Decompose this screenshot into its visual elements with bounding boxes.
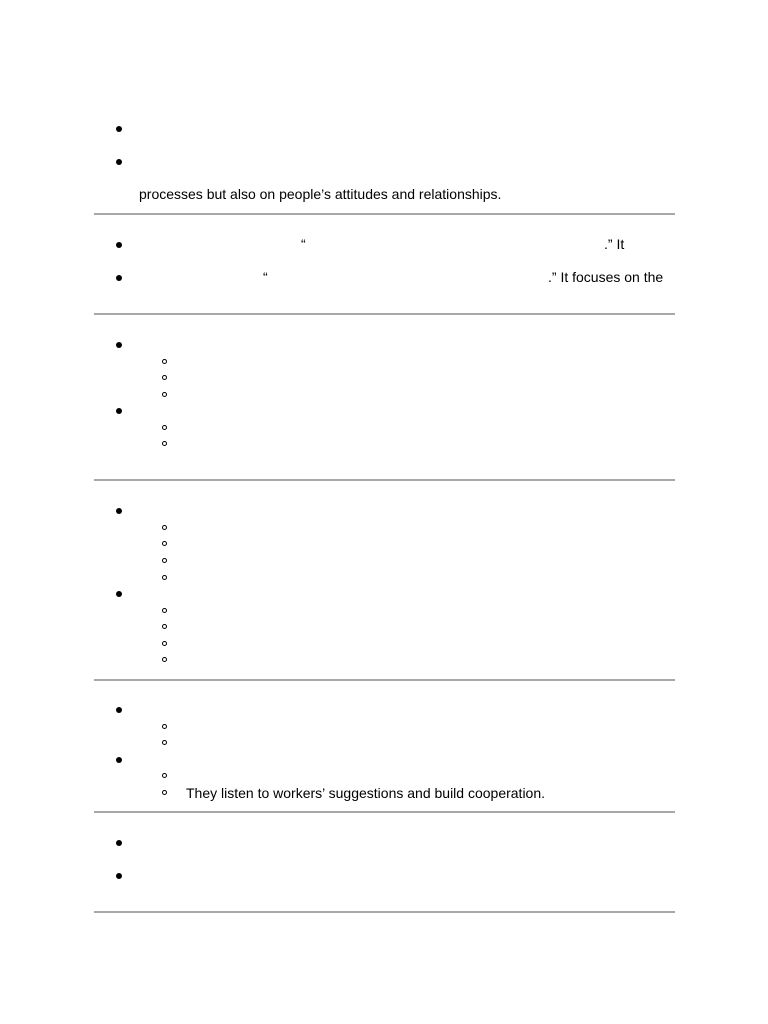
- open-quote: “: [301, 236, 306, 252]
- section-divider: [94, 479, 675, 481]
- section-divider: [94, 313, 675, 315]
- sublist-bullet: [162, 392, 167, 397]
- list-bullet: [116, 840, 122, 846]
- list-item-continuation: processes but also on people’s attitudes and relationships.: [139, 186, 502, 202]
- list-bullet: [116, 707, 122, 713]
- section-divider: [94, 679, 675, 681]
- list-bullet: [116, 873, 122, 879]
- sublist-bullet: [162, 425, 167, 430]
- open-quote: “: [263, 269, 268, 285]
- sublist-item-text: They listen to workers’ suggestions and build cooperation.: [186, 785, 546, 801]
- quote-close-text: .” It: [604, 236, 625, 252]
- sublist-bullet: [162, 558, 167, 563]
- list-bullet: [116, 126, 122, 132]
- list-bullet: [116, 508, 122, 514]
- list-bullet: [116, 342, 122, 348]
- list-bullet: [116, 591, 122, 597]
- sublist-bullet: [162, 624, 167, 629]
- sublist-bullet: [162, 641, 167, 646]
- sublist-bullet: [162, 375, 167, 380]
- sublist-bullet: [162, 724, 167, 729]
- sublist-bullet: [162, 740, 167, 745]
- sublist-bullet: [162, 773, 167, 778]
- sublist-bullet: [162, 657, 167, 662]
- list-bullet: [116, 275, 122, 281]
- sublist-bullet: [162, 541, 167, 546]
- sublist-bullet: [162, 608, 167, 613]
- sublist-bullet: [162, 525, 167, 530]
- list-bullet: [116, 242, 122, 248]
- list-bullet: [116, 408, 122, 414]
- section-divider: [94, 213, 675, 215]
- list-bullet: [116, 159, 122, 165]
- sublist-bullet: [162, 359, 167, 364]
- sublist-bullet: [162, 441, 167, 446]
- section-divider: [94, 911, 675, 913]
- quote-close-text: .” It focuses on the: [548, 269, 664, 285]
- sublist-bullet: [162, 790, 167, 795]
- section-divider: [94, 811, 675, 813]
- sublist-bullet: [162, 575, 167, 580]
- list-bullet: [116, 757, 122, 763]
